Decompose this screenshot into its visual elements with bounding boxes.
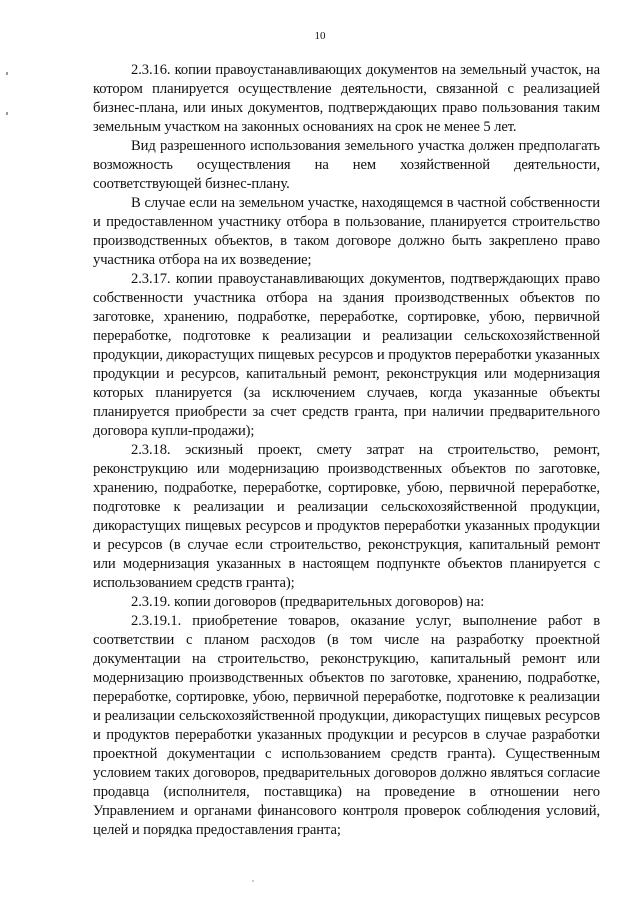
margin-mark — [6, 72, 8, 75]
paragraph-2-3-16: 2.3.16. копии правоустанавливающих документов на земельный участок, на котором планируется осуществление деятельности, связанной с реализацией бизнес-плана, или иных документов, подтверждающих право пользования таким земельным участком на законных основаниях на срок не менее 5 лет. — [93, 62, 600, 135]
paragraph-2-3-19-1: 2.3.19.1. приобретение товаров, оказание услуг, выполнение работ в соответствии с планом расходов (в том числе на разработку проектной документации на строительство, реконструкцию, капитальный ремонт или модернизацию производственных объектов по заготовке, хранению, подработке, переработке, сортировке, убою, первичной переработке, подготовке к реализации и реализации сельскохозяйственной продукции, дикорастущих пищевых ресурсов и продуктов переработки указанных продукции и ресурсов в случае разработки проектной документации с использованием средств гранта). Существенным условием таких договоров, предварительных договоров должно являться согласие продавца (исполнителя, поставщика) на проведение в отношении него Управлением и органами финансового контроля проверок соблюдения условий, целей и порядка предоставления гранта; — [93, 613, 600, 838]
paragraph-2-3-18: 2.3.18. эскизный проект, смету затрат на строительство, ремонт, реконструкцию или модернизацию производственных объектов по заготовке, хранению, подработке, переработке, сортировке, убою, первичной переработке, подготовке к реализации и реализации сельскохозяйственной продукции, дикорастущих пищевых ресурсов и продуктов переработки указанных продукции и ресурсов (в случае если строительство, реконструкция, капитальный ремонт или модернизация указанных в настоящем подпункте объектов планируется с использованием средств гранта); — [93, 442, 600, 591]
margin-mark — [6, 112, 8, 115]
paragraph-2-3-17: 2.3.17. копии правоустанавливающих документов, подтверждающих право собственности участника отбора на здания производственных объектов по заготовке, хранению, подработке, переработке, сортировке, убою, первичной переработке, подготовке к реализации и реализации сельскохозяйственной продукции, дикорастущих пищевых ресурсов и продуктов переработки указанных продукции и ресурсов, капитальный ремонт, реконструкция или модернизация которых планируется (за исключением случаев, когда указанные объекты планируется приобрести за счет средств гранта, при наличии предварительного договора купли-продажи); — [93, 271, 600, 439]
paragraph-land-use: Вид разрешенного использования земельного участка должен предполагать возможность осуществления на нем хозяйственной деятельности, соответствующей бизнес-плану. — [93, 138, 600, 192]
scan-speck — [252, 880, 254, 882]
body-text — [93, 61, 600, 840]
page-number: 10 — [314, 30, 326, 42]
paragraph-private-land: В случае если на земельном участке, находящемся в частной собственности и предоставленном участнику отбора в пользование, планируется строительство производственных объектов, в таком договоре должно быть закреплено право участника отбора на их возведение; — [93, 195, 600, 268]
paragraph-2-3-19: 2.3.19. копии договоров (предварительных договоров) на: — [131, 594, 485, 610]
